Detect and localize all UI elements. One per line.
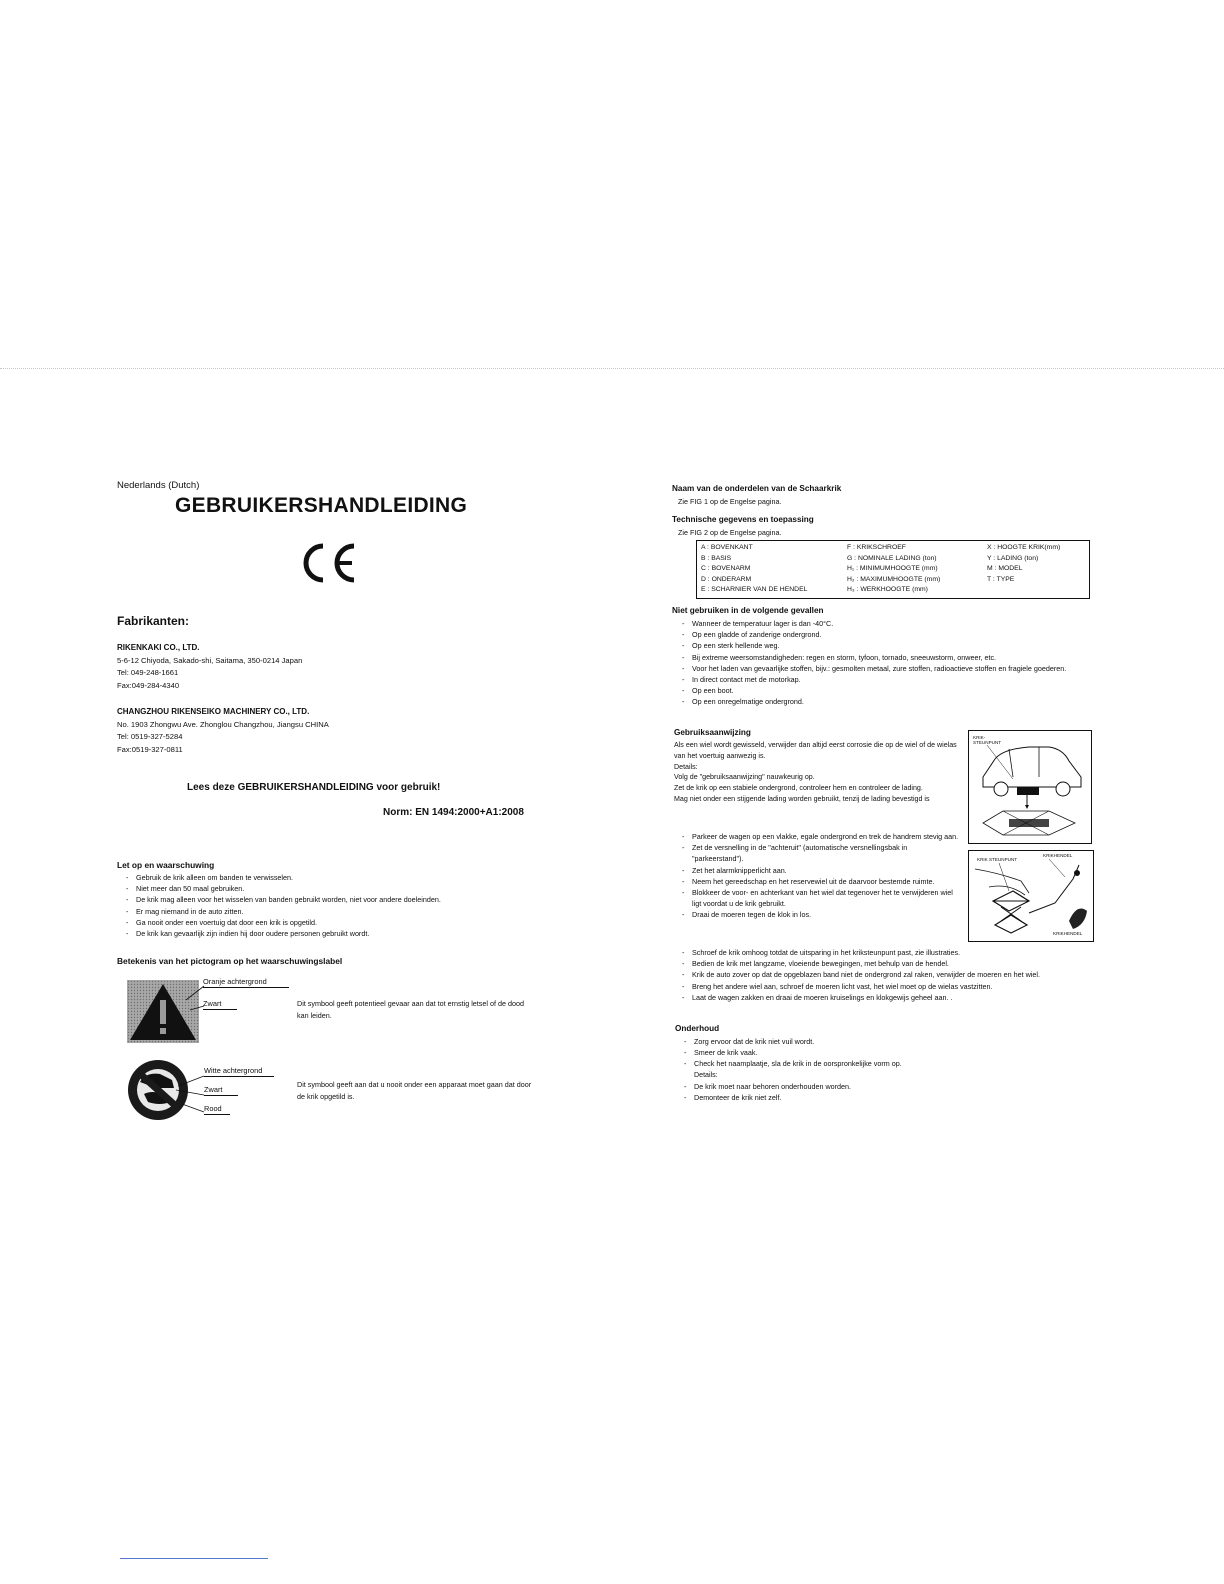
usage-steps-list-wide xyxy=(682,947,1096,1003)
list-item: - Zorg ervoor dat de krik niet vuil wordt. xyxy=(684,1036,1084,1047)
list-item: - Parkeer de wagen op een vlakke, egale ondergrond en trek de handrem stevig aan. xyxy=(682,831,960,842)
legend-column xyxy=(701,543,807,596)
jack-handle-figure xyxy=(968,850,1094,942)
list-item: - Neem het gereedschap en het reservewiel uit de daarvoor bestemde ruimte. xyxy=(682,876,960,887)
paragraph: Zet de krik op een stabiele ondergrond, controleer hem en controleer de lading. xyxy=(674,784,923,793)
pictogram-description: Dit symbool geeft potentieel gevaar aan dat tot ernstig letsel of de dood kan leiden. xyxy=(297,999,524,1020)
list-item: - De krik kan gevaarlijk zijn indien hij door oudere personen gebruikt wordt. xyxy=(126,928,546,939)
maintenance-details-list xyxy=(684,1081,1084,1103)
figure-label: KRIK-STEUNPUNT xyxy=(973,735,1002,745)
warnings-list xyxy=(126,872,546,939)
legend-entry: X : HOOGTE KRIK(mm) xyxy=(987,544,1061,551)
list-item: - Ga nooit onder een voertuig dat door een krik is opgetild. xyxy=(126,917,546,928)
list-item: - Bij extreme weersomstandigheden: regen en storm, tyfoon, tornado, sneeuwstorm, onweer, etc. xyxy=(682,652,1096,663)
list-item: - Blokkeer de voor- en achterkant van het wiel dat tegenover het te verwijderen wiel ligt voordat u de krik gebruikt. xyxy=(682,887,960,909)
list-item: - In direct contact met de motorkap. xyxy=(682,674,1096,685)
usage-steps-list-narrow xyxy=(682,831,960,921)
list-item: - Gebruik de krik alleen om banden te verwisselen. xyxy=(126,872,546,883)
figure-label: KRIK STEUNPUNT xyxy=(977,857,1018,862)
ce-mark-icon xyxy=(296,540,360,586)
legend-column xyxy=(847,543,940,596)
manufacturer-block xyxy=(117,642,302,692)
not-use-heading: Niet gebruiken in de volgende gevallen xyxy=(672,606,824,615)
list-item: - Op een gladde of zanderige ondergrond. xyxy=(682,629,1096,640)
list-item: - Op een onregelmatige ondergrond. xyxy=(682,696,1096,707)
list-item: - Op een sterk hellende weg. xyxy=(682,640,1096,651)
manufacturer-address: 5-6-12 Chiyoda, Sakado-shi, Saitama, 350-0214 Japan xyxy=(117,655,303,665)
pictogram-callout-label: Oranje achtergrond xyxy=(203,977,289,988)
pictograms-heading: Betekenis van het pictogram op het waarschuwingslabel xyxy=(117,956,343,966)
paragraph: Volg de "gebruiksaanwijzing" nauwkeurig op. xyxy=(674,773,815,782)
pictogram-callout-label: Rood xyxy=(204,1104,230,1115)
list-item: - Voor het laden van gevaarlijke stoffen, bijv.: gesmolten metaal, zure stoffen, radioactieve stoffen en fragiele goederen. xyxy=(682,663,1096,674)
list-item: - Wanneer de temperatuur lager is dan -40°C. xyxy=(682,618,1096,629)
legend-entry: F : KRIKSCHROEF xyxy=(847,544,906,551)
legend-entry: H₃ : WERKHOOGTE (mm) xyxy=(847,586,928,594)
pictogram-callout-label: Zwart xyxy=(203,999,237,1010)
legend-entry: M : MODEL xyxy=(987,565,1023,573)
legend-entry: E : SCHARNIER VAN DE HENDEL xyxy=(701,586,808,594)
manufacturer-address: No. 1903 Zhongwu Ave. Zhonglou Changzhou, Jiangsu CHINA xyxy=(117,719,329,729)
figure-label: KRIKHENDEL xyxy=(1043,853,1073,858)
legend-entry: B : BASIS xyxy=(701,554,732,562)
manufacturers-heading: Fabrikanten: xyxy=(117,614,190,628)
jack-point-figure xyxy=(968,730,1092,844)
callout-leader-lines xyxy=(180,982,210,1012)
list-item: - Er mag niemand in de auto zitten. xyxy=(126,906,546,917)
pictogram-description: Dit symbool geeft aan dat u nooit onder een apparaat moet gaan dat door de krik opgetild is. xyxy=(297,1080,532,1101)
not-use-list xyxy=(682,618,1096,708)
pictogram-callout-label: Witte achtergrond xyxy=(204,1066,274,1077)
manufacturer-tel: Tel: 0519-327-5284 xyxy=(117,732,183,741)
warnings-heading: Let op en waarschuwing xyxy=(117,860,215,870)
list-item: - De krik mag alleen voor het wisselen van banden gebruikt worden, niet voor andere doeleinden. xyxy=(126,894,546,905)
list-item: - Zet het alarmknipperlicht aan. xyxy=(682,865,960,876)
read-first-notice: Lees deze GEBRUIKERSHANDLEIDING voor gebruik! xyxy=(187,782,441,793)
list-item: - Krik de auto zover op dat de opgeblazen band niet de ondergrond zal raken, verwijder de moeren en het wiel. xyxy=(682,969,1096,980)
norm-reference: Norm: EN 1494:2000+A1:2008 xyxy=(383,807,524,818)
jack-handle-illustration xyxy=(969,851,1093,941)
scan-artifact-line xyxy=(0,368,1224,370)
list-item: - Bedien de krik met langzame, vloeiende bewegingen, met behulp van de hendel. xyxy=(682,958,1096,969)
parts-note: Zie FIG 1 op de Engelse pagina. xyxy=(678,497,782,506)
legend-entry: T : TYPE xyxy=(987,575,1015,583)
maintenance-list xyxy=(684,1036,1084,1070)
legend-entry: D : ONDERARM xyxy=(701,575,752,583)
manufacturer-block xyxy=(117,706,329,756)
figure-label: KRIKHENDEL xyxy=(1053,931,1083,936)
list-item: - Breng het andere wiel aan, schroef de moeren licht vast, het wiel moet op de wielas vastzitten. xyxy=(682,981,1096,992)
legend-entry: G : NOMINALE LADING (ton) xyxy=(847,554,937,562)
callout-leader-lines xyxy=(168,1070,208,1116)
parts-heading: Naam van de onderdelen van de Schaarkrik xyxy=(672,484,842,493)
specs-note: Zie FIG 2 op de Engelse pagina. xyxy=(678,528,782,537)
paragraph: Details: xyxy=(674,762,698,771)
list-item: - Niet meer dan 50 maal gebruiken. xyxy=(126,883,546,894)
legend-entry: H₁ : MINIMUMHOOGTE (mm) xyxy=(847,565,938,573)
usage-intro xyxy=(674,740,964,805)
list-item: - Op een boot. xyxy=(682,685,1096,696)
car-on-jack-illustration xyxy=(969,731,1091,843)
manufacturer-name: RIKENKAKI CO., LTD. xyxy=(117,643,200,652)
paragraph: Als een wiel wordt gewisseld, verwijder dan altijd eerst corrosie die op de wiel of de wielas van het voertuig aanwezig is. xyxy=(674,741,957,760)
legend-entry: C : BOVENARM xyxy=(701,565,751,573)
list-item: - Draai de moeren tegen de klok in los. xyxy=(682,909,960,920)
specs-legend-table xyxy=(696,540,1090,599)
pictogram-callout-label: Zwart xyxy=(204,1085,238,1096)
list-item: - Schroef de krik omhoog totdat de uitsparing in het kriksteunpunt past, zie illustraties. xyxy=(682,947,1096,958)
maintenance-heading: Onderhoud xyxy=(675,1024,720,1033)
list-item: - De krik moet naar behoren onderhouden worden. xyxy=(684,1081,1084,1092)
manufacturer-name: CHANGZHOU RIKENSEIKO MACHINERY CO., LTD. xyxy=(117,707,310,716)
page-title: GEBRUIKERSHANDLEIDING xyxy=(175,494,468,517)
scan-artifact-underline xyxy=(120,1558,268,1559)
language-label: Nederlands (Dutch) xyxy=(117,480,200,491)
manufacturer-tel: Tel: 049-248-1661 xyxy=(117,668,179,677)
list-item: - Demonteer de krik niet zelf. xyxy=(684,1092,1084,1103)
manufacturer-fax: Fax:0519-327-0811 xyxy=(117,744,183,754)
maintenance-details-label: Details: xyxy=(694,1071,718,1079)
legend-column xyxy=(987,543,1060,585)
legend-entry: H₂ : MAXIMUMHOOGTE (mm) xyxy=(847,575,941,583)
specs-heading: Technische gegevens en toepassing xyxy=(672,515,814,524)
list-item: - Zet de versnelling in de "achteruit" (automatische versnellingsbak in "parkeerstand"). xyxy=(682,842,960,864)
list-item: - Check het naamplaatje, sla de krik in de oorspronkelijke vorm op. xyxy=(684,1058,1084,1069)
list-item: - Laat de wagen zakken en draai de moeren kruiselings en klokgewijs geheel aan. . xyxy=(682,992,1096,1003)
list-item: - Smeer de krik vaak. xyxy=(684,1047,1084,1058)
legend-entry: Y : LADING (ton) xyxy=(987,554,1039,562)
legend-entry: A : BOVENKANT xyxy=(701,544,753,551)
manufacturer-fax: Fax:049-284-4340 xyxy=(117,680,180,690)
paragraph: Mag niet onder een stijgende lading worden gebruikt, tenzij de lading bevestigd is xyxy=(674,794,930,803)
usage-heading: Gebruiksaanwijzing xyxy=(674,728,751,737)
